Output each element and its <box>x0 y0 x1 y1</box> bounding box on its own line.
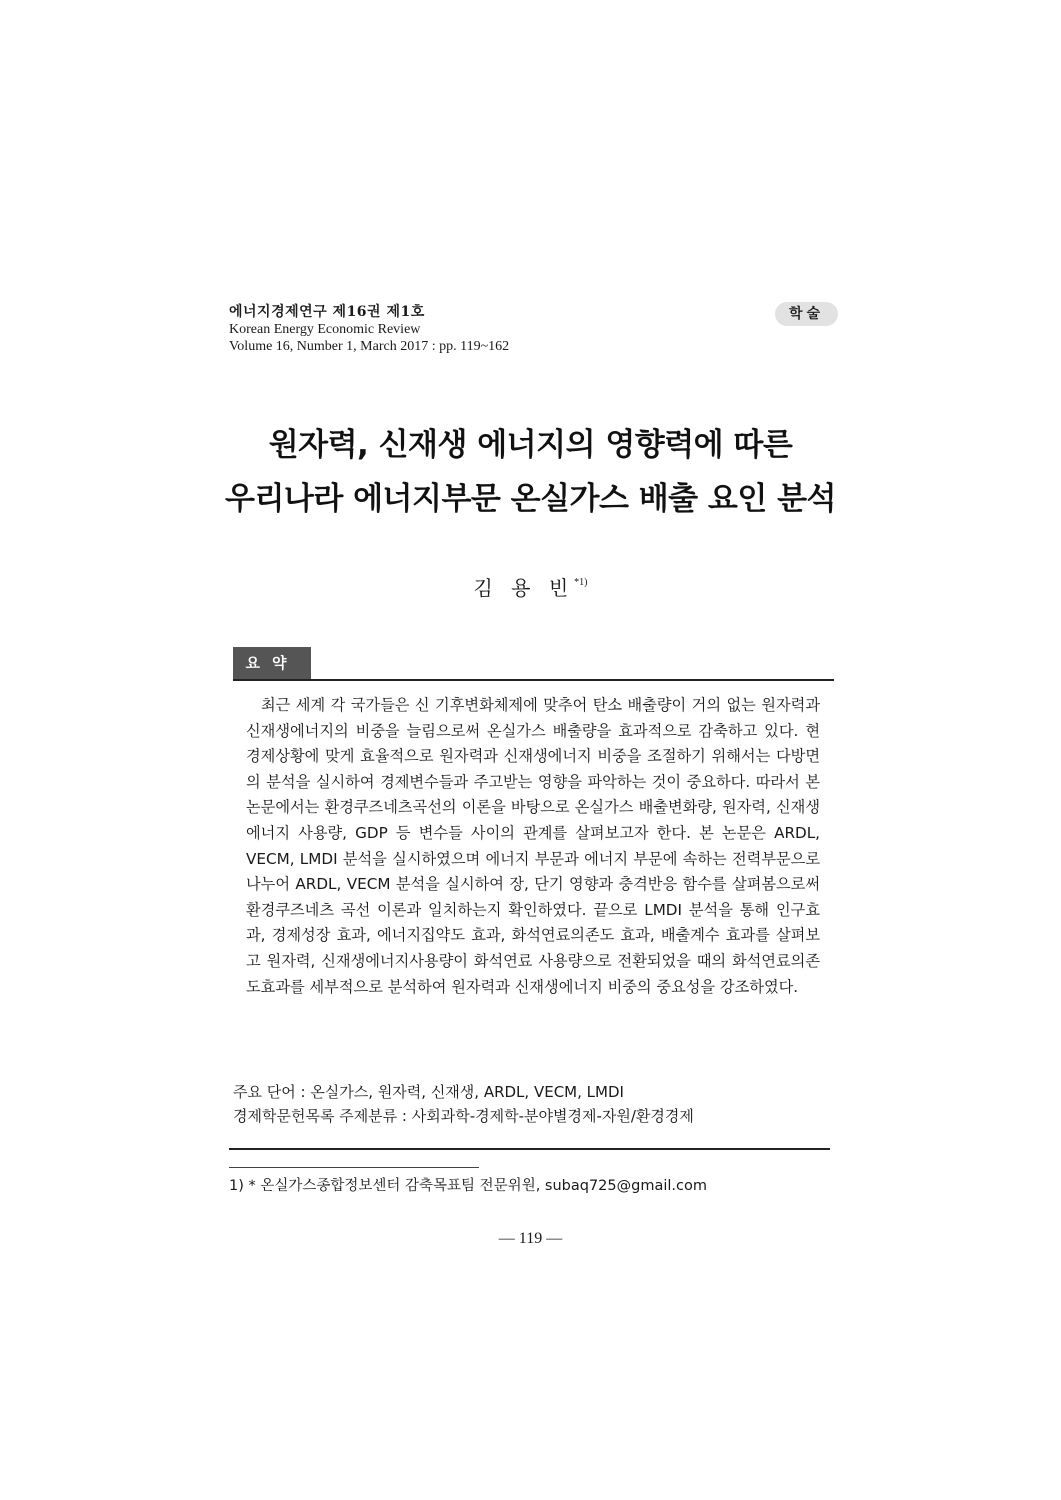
author <box>0 572 1061 601</box>
journal-title-korean: 에너지경제연구 제16권 제1호 <box>229 304 425 320</box>
classification-line: 경제학문헌목록 주제분류 : 사회과학-경제학-분야별경제-자원/환경경제 <box>233 1107 694 1125</box>
footnote: 1) * 온실가스종합정보센터 감축목표팀 전문위원, subaq725@gmail.com <box>229 1178 707 1194</box>
keywords-line: 주요 단어 : 온실가스, 원자력, 신재생, ARDL, VECM, LMDI <box>233 1083 624 1101</box>
journal-header <box>229 303 829 355</box>
section-divider <box>229 1148 830 1150</box>
paper-title-line-2: 우리나라 에너지부문 온실가스 배출 요인 분석 <box>225 481 836 517</box>
keywords-block <box>233 1080 833 1128</box>
journal-volume-info: Volume 16, Number 1, March 2017 : pp. 119~162 <box>229 339 510 354</box>
abstract-text: 최근 세계 각 국가들은 신 기후변화체제에 맞추어 탄소 배출량이 거의 없는 원자력과 신재생에너지의 비중을 늘림으로써 온실가스 배출량을 효과적으로 감축하고 있다. 현 경제상황에 맞게 효율적으로 원자력과 신재생에너지 비중을 조절하기 위해서는 다방면의 분석을 실시하여 경제변수들과 주고받는 영향을 파악하는 것이 중요하다. 따라서 본 논문에서는 환경쿠즈네츠곡선의 이론을 바탕으로 온실가스 배출변화량, 원자력, 신재생에너지 사용량, GDP 등 변수들 사이의 관계를 살펴보고자 한다. 본 논문은 ARDL, VECM, LMDI 분석을 실시하였으며 에너지 부문과 에너지 부문에 속하는 전력부문으로 나누어 ARDL, VECM 분석을 실시하여 장, 단기 영향과 충격반응 함수를 살펴봄으로써 환경쿠즈네츠 곡선 이론과 일치하는지 확인하였다. 끝으로 LMDI 분석을 통해 인구효과, 경제성장 효과, 에너지집약도 효과, 화석연료의존도 효과, 배출계수 효과를 살펴보고 원자력, 신재생에너지사용량이 화석연료 사용량으로 전환되었을 때의 화석연료의존도효과를 세부적으로 분석하여 원자력과 신재생에너지 비중의 중요성을 강조하였다. <box>246 696 820 996</box>
category-badge: 학술 <box>775 302 838 326</box>
author-footnote-mark: *1) <box>574 577 588 588</box>
abstract-header <box>233 647 834 681</box>
abstract-label: 요약 <box>233 647 311 679</box>
footnote-divider <box>229 1167 479 1168</box>
page-number: — 119 — <box>498 1230 563 1247</box>
paper-title-line-1: 원자력, 신재생 에너지의 영향력에 따른 <box>268 427 793 463</box>
paper-title <box>0 418 1061 526</box>
journal-title-english: Korean Energy Economic Review <box>229 322 421 337</box>
author-name: 김 용 빈 <box>473 576 575 600</box>
